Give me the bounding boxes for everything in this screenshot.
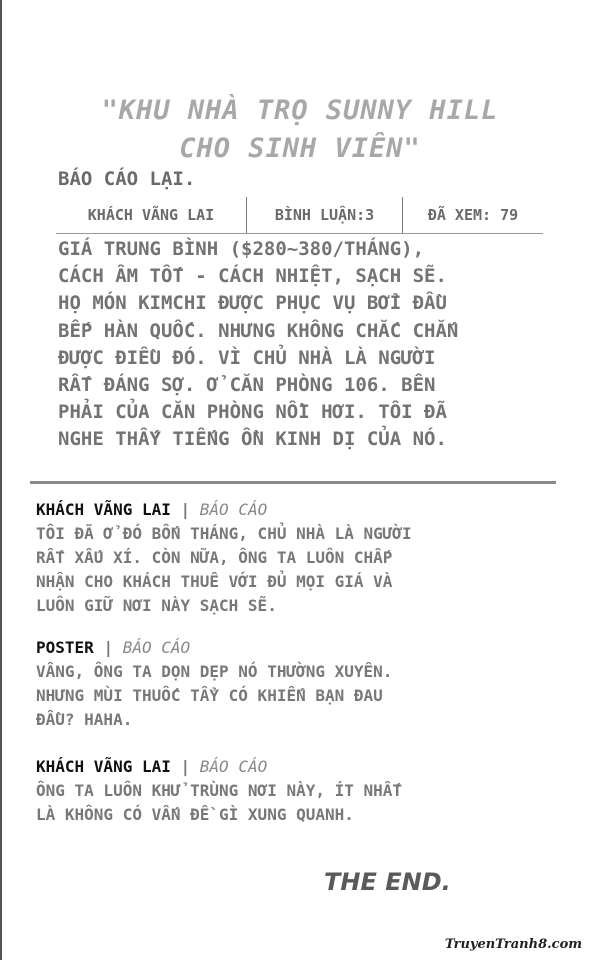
the-end-caption: THE END.	[324, 868, 451, 896]
post-body-line: NGHE THẤY TIẾNG ỒN KINH DỊ CỦA NÓ.	[58, 428, 447, 451]
comment-count: BÌNH LUẬN:3	[247, 197, 403, 233]
post-body-line: PHẢI CỦA CĂN PHÒNG NỒI HƠI. TÔI ĐÃ	[58, 401, 447, 424]
page-border	[0, 0, 2, 960]
site-watermark: TruyenTranh8.com	[444, 937, 582, 952]
comment-line: ÔNG TA LUÔN KHỬ TRÙNG NƠI NÀY, ÍT NHẤT	[36, 781, 403, 800]
comment-report-link[interactable]: BÁO CÁO	[199, 757, 268, 776]
comment-line: NHƯNG MÙI THUỐC TẨY CÓ KHIẾN BẠN ĐAU	[36, 686, 383, 705]
comment-item	[36, 636, 556, 732]
comment-item	[36, 755, 556, 827]
comment-item	[36, 498, 556, 618]
comments-divider	[30, 481, 556, 484]
comment-line: TÔI ĐÃ Ở ĐÓ BỐN THÁNG, CHỦ NHÀ LÀ NGƯỜI	[36, 524, 412, 543]
comment-header	[36, 755, 556, 779]
report-link[interactable]: BÁO CÁO LẠI.	[58, 168, 196, 190]
post-body-line: BẾP HÀN QUỐC. NHƯNG KHÔNG CHẮC CHẮN	[58, 319, 459, 342]
comment-separator: |	[180, 500, 191, 519]
comment-author: POSTER	[36, 638, 94, 657]
comment-report-link[interactable]: BÁO CÁO	[122, 638, 191, 657]
comment-header	[36, 498, 556, 522]
comment-line: LUÔN GIỮ NƠI NÀY SẠCH SẼ.	[36, 596, 277, 615]
post-meta-row	[56, 197, 543, 234]
comment-text	[36, 779, 556, 827]
post-author: KHÁCH VÃNG LAI	[56, 197, 247, 233]
post-body	[58, 236, 558, 454]
post-title-line-1: "KHU NHÀ TRỌ SUNNY HILL	[101, 95, 499, 126]
comment-line: RẤT XẤU XÍ. CÒN NỮA, ÔNG TA LUÔN CHẤP	[36, 548, 393, 567]
post-body-line: GIÁ TRUNG BÌNH ($280~380/THÁNG),	[58, 238, 425, 260]
comment-text	[36, 660, 556, 732]
comment-author: KHÁCH VÃNG LAI	[36, 757, 171, 776]
post-body-line: RẤT ĐÁNG SỢ. Ở CĂN PHÒNG 106. BÊN	[58, 374, 436, 397]
comment-text	[36, 522, 556, 618]
comment-line: LÀ KHÔNG CÓ VẤN ĐỀ GÌ XUNG QUANH.	[36, 805, 354, 824]
post-body-line: HỌ MÓN KIMCHI ĐƯỢC PHỤC VỤ BỞI ĐẦU	[58, 292, 447, 315]
comment-report-link[interactable]: BÁO CÁO	[199, 500, 268, 519]
post-title-line-2: CHO SINH VIÊN"	[179, 133, 421, 164]
comment-line: VÂNG, ÔNG TA DỌN DẸP NÓ THƯỜNG XUYÊN.	[36, 662, 393, 681]
post-body-line: CÁCH ÂM TỐT - CÁCH NHIỆT, SẠCH SẼ.	[58, 265, 447, 288]
view-count: ĐÃ XEM: 79	[427, 206, 519, 224]
comment-line: NHẬN CHO KHÁCH THUÊ VỚI ĐỦ MỌI GIÁ VÀ	[36, 572, 393, 591]
post-body-line: ĐƯỢC ĐIỀU ĐÓ. VÌ CHỦ NHÀ LÀ NGƯỜI	[58, 346, 436, 369]
comment-separator: |	[103, 638, 114, 657]
comment-author: KHÁCH VÃNG LAI	[36, 500, 171, 519]
comment-header	[36, 636, 556, 660]
comment-line: ĐẦU? HAHA.	[36, 710, 133, 729]
comment-separator: |	[180, 757, 191, 776]
